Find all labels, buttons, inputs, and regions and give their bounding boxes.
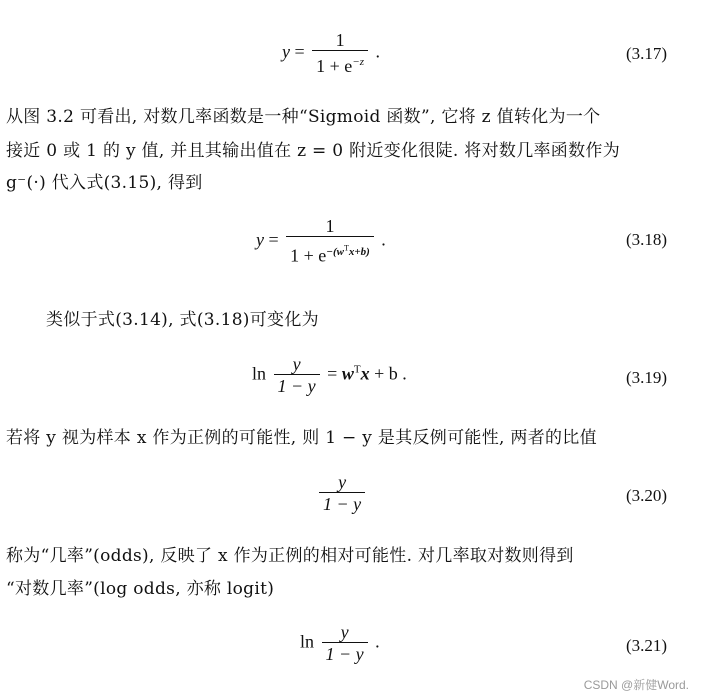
eq321-period: . [375,631,380,652]
paragraph-1-line-2: 接近 0 或 1 的 y 值, 并且其输出值在 z = 0 附近变化很陡. 将对数几率函数作为 [6,141,621,161]
eq318-numerator: 1 [325,216,335,236]
equation-3-19: ln $\frac{y}{1 - y}$ = $w^Tx + b$ . [252,354,407,396]
equation-3-17: y = $\frac{1}{1 + e^{-z}}$ . [282,30,381,76]
eq319-numerator: y [292,354,301,374]
eq319-rest: + b . [369,363,407,384]
eq320-fraction [319,472,365,515]
paragraph-4-line-2: “对数几率”(log odds, 亦称 logit) [6,579,275,599]
eq318-denominator: $1 + e^{-(w^Tx+b)}$ [286,236,374,267]
eq320-numerator: y [338,472,347,492]
eq321-numerator: y [340,622,349,642]
eq321-denominator: 1 − y [322,642,368,665]
paragraph-1-line-3: g⁻(·) 代入式(3.15), 得到 [6,173,203,193]
eq317-period: . [375,41,381,62]
eq318-fraction [286,216,374,267]
eq317-fraction [312,30,368,77]
equation-number-3-17: (3.17) [626,44,668,63]
eq321-ln: ln [300,631,315,652]
eq319-x: x [360,363,370,384]
equation-number-3-20: (3.20) [626,486,668,505]
eq317-lhs: y [282,41,290,62]
equation-number-3-19: (3.19) [626,368,668,387]
paragraph-4-line-1: 称为“几率”(odds), 反映了 x 作为正例的相对可能性. 对几率取对数则得到 [6,546,574,566]
paragraph-2: 类似于式(3.14), 式(3.18)可变化为 [46,310,319,330]
eq319-ln: ln [252,363,267,384]
eq319-fraction [274,354,320,397]
eq319-w: w [341,363,354,384]
equation-number-3-18: (3.18) [626,230,668,249]
eq318-lhs: y [256,229,264,250]
eq319-denominator: 1 − y [274,374,320,397]
watermark-text: CSDN @新健Word. [583,678,689,692]
eq317-denominator: $1 + e^{-z}$ [312,50,368,77]
eq321-fraction [322,622,368,665]
paragraph-1-line-1: 从图 3.2 可看出, 对数几率函数是一种“Sigmoid 函数”, 它将 z 值转化为一个 [6,107,601,127]
eq317-numerator: 1 [335,30,345,50]
equation-3-18: y = $\frac{1}{1 + e^{-(w^Tx+b)}}$ . [256,216,386,266]
paragraph-3: 若将 y 视为样本 x 作为正例的可能性, 则 1 − y 是其反例可能性, 两者的比值 [6,428,597,448]
eq320-denominator: 1 − y [319,492,365,515]
equation-3-20 [316,472,368,515]
equation-3-21 [300,622,380,665]
eq318-period: . [381,229,386,250]
equation-number-3-21: (3.21) [626,636,668,655]
